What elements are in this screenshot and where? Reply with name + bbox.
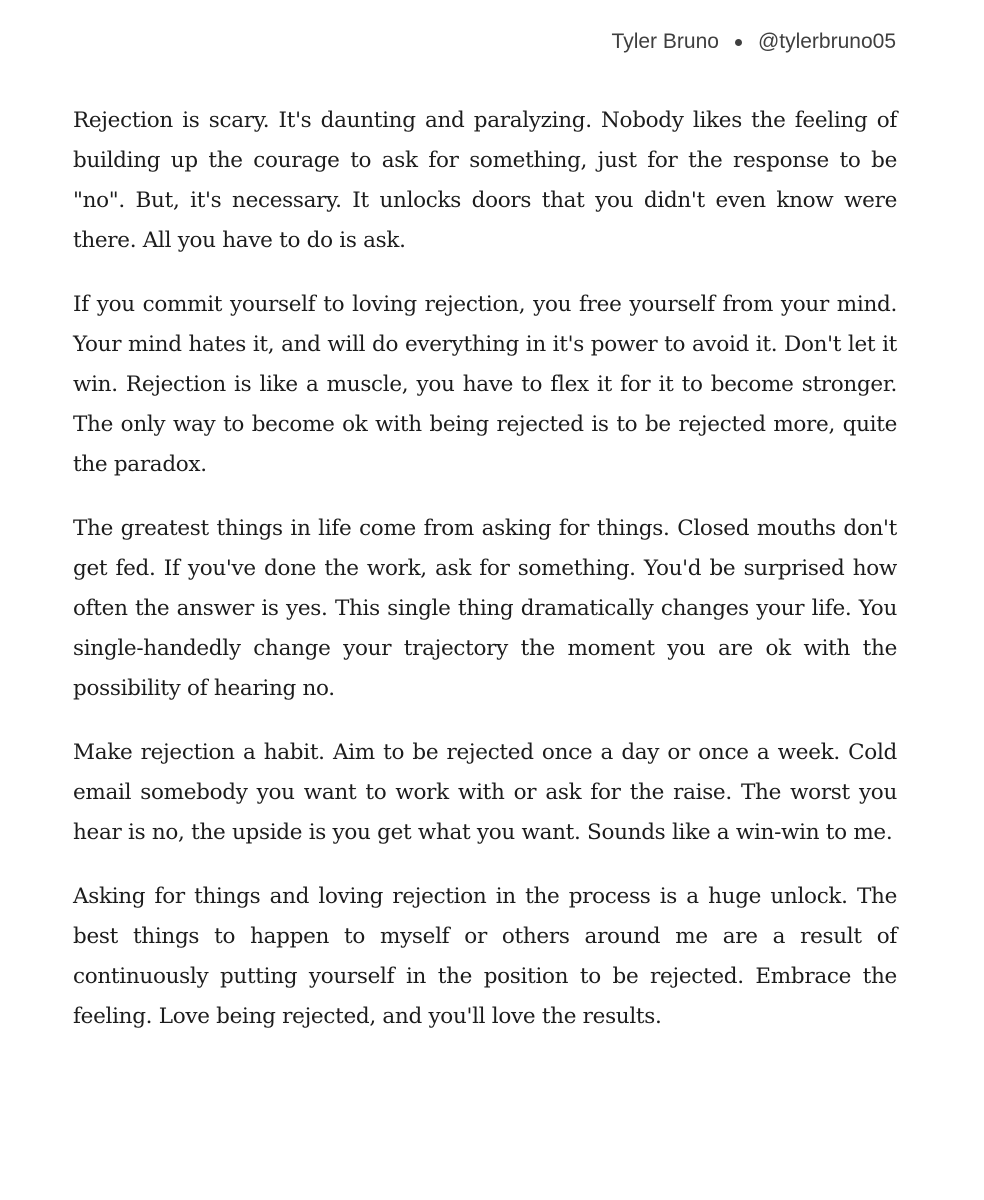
paragraph-5: Asking for things and loving rejection in the process is a huge unlock. The best things to happen to myself or others around me are a result of continuously putting yourself in the position to be rejected. Embrace the feeling. Love being rejected, and you'll love the results. bbox=[73, 884, 897, 1029]
article-body bbox=[73, 101, 897, 1037]
paragraph-1: Rejection is scary. It's daunting and paralyzing. Nobody likes the feeling of building up the courage to ask for something, just for the response to be "no". But, it's necessary. It unlocks doors that you didn't even know were there. All you have to do is ask. bbox=[73, 108, 897, 253]
paragraph-3: The greatest things in life come from asking for things. Closed mouths don't get fed. If you've done the work, ask for something. You'd be surprised how often the answer is yes. This single thing dramatically changes your life. You single-handedly change your trajectory the moment you are ok with the possibility of hearing no. bbox=[73, 516, 897, 701]
byline bbox=[612, 28, 896, 56]
paragraph-4: Make rejection a habit. Aim to be rejected once a day or once a week. Cold email somebody you want to work with or ask for the raise. The worst you hear is no, the upside is you get what you want. Sounds like a win-win to me. bbox=[73, 740, 897, 845]
author-name: Tyler Bruno bbox=[611, 30, 719, 53]
author-handle: @tylerbruno05 bbox=[757, 30, 896, 53]
paragraph-2: If you commit yourself to loving rejection, you free yourself from your mind. Your mind hates it, and will do everything in it's power to avoid it. Don't let it win. Rejection is like a muscle, you have to flex it for it to become stronger. The only way to become ok with being rejected is to be rejected more, quite the paradox. bbox=[73, 292, 897, 477]
separator-dot-icon bbox=[735, 39, 742, 46]
